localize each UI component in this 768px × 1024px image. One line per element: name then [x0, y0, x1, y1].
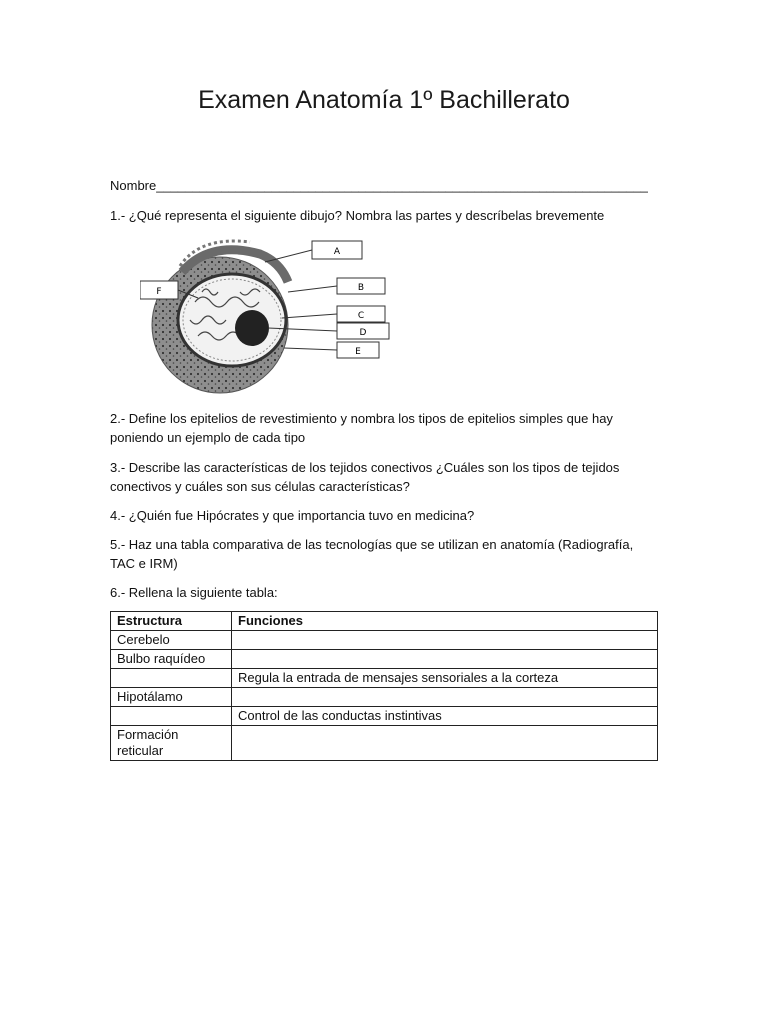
table-header-row: [111, 612, 658, 631]
name-field-line: Nombre____________________________________________________________________: [110, 178, 648, 193]
structures-table: [110, 611, 658, 761]
table-cell-structure: Bulbo raquídeo: [111, 650, 232, 669]
label-e: E: [355, 347, 361, 357]
exam-title: Examen Anatomía 1º Bachillerato: [198, 86, 570, 114]
label-box-a: [312, 241, 362, 259]
label-box-e: [337, 342, 379, 358]
question-1: 1.- ¿Qué representa el siguiente dibujo? Nombra las partes y descríbelas brevemente: [110, 208, 605, 223]
question-6: 6.- Rellena la siguiente tabla:: [110, 585, 278, 600]
question-4: 4.- ¿Quién fue Hipócrates y que importancia tuvo en medicina?: [110, 508, 475, 523]
table-cell-function: [232, 688, 658, 707]
cell-diagram: [140, 232, 400, 397]
table-row: [111, 669, 658, 688]
nucleus: [178, 274, 286, 366]
label-f: F: [156, 287, 162, 297]
table-row: [111, 631, 658, 650]
label-box-b: [337, 278, 385, 294]
label-box-f: [140, 281, 178, 299]
table-cell-function: [232, 631, 658, 650]
table-cell-structure: [111, 669, 232, 688]
label-a: A: [333, 247, 341, 257]
question-2: 2.- Define los epitelios de revestimiento y nombra los tipos de epitelios simples que hay poniendo un ejemplo de cada tipo: [110, 411, 613, 445]
table-cell-function: [232, 726, 658, 761]
table-cell-structure: Cerebelo: [111, 631, 232, 650]
nucleolus: [235, 310, 269, 346]
table-cell-function: Control de las conductas instintivas: [232, 707, 658, 726]
label-box-c: [337, 306, 385, 322]
table-cell-structure: Formación reticular: [111, 726, 232, 761]
table-row: [111, 707, 658, 726]
cell-diagram-svg: [140, 232, 400, 397]
label-box-d: [337, 323, 389, 339]
question-3: 3.- Describe las características de los tejidos conectivos ¿Cuáles son los tipos de tejidos conectivos y cuáles son sus células características?: [110, 460, 620, 494]
label-c: C: [357, 311, 365, 321]
table-cell-structure: [111, 707, 232, 726]
header-estructura: Estructura: [111, 612, 232, 631]
header-funciones: Funciones: [232, 612, 658, 631]
table-row: [111, 688, 658, 707]
table-cell-function: [232, 650, 658, 669]
label-b: B: [357, 283, 365, 293]
table-row: [111, 726, 658, 761]
table-cell-function: Regula la entrada de mensajes sensoriales a la corteza: [232, 669, 658, 688]
table-cell-structure: Hipotálamo: [111, 688, 232, 707]
label-d: D: [359, 328, 367, 338]
question-5: 5.- Haz una tabla comparativa de las tecnologías que se utilizan en anatomía (Radiografía, TAC e IRM): [110, 537, 634, 571]
table-row: [111, 650, 658, 669]
